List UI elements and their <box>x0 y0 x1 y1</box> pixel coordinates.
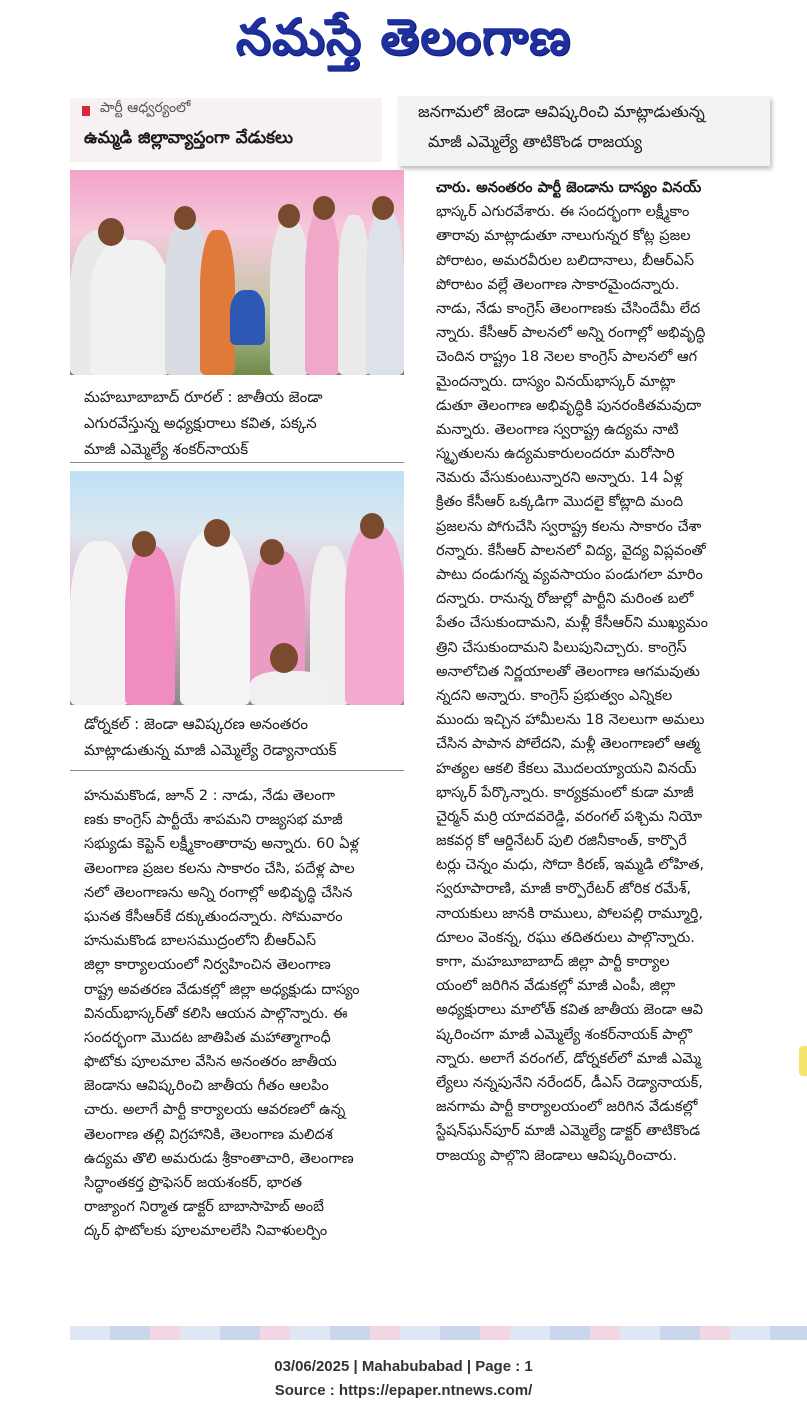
article-line: రాష్ట్ర అవతరణ వేడుకల్లో జిల్లా అధ్యక్షుడు దాస్యం <box>84 981 360 998</box>
article-line: ష్కరించగా మాజీ ఎమ్మెల్యే శంకర్‌నాయక్ పాల్గొ <box>436 1026 693 1043</box>
article-line: అధ్యక్షురాలు మాలోత్ కవిత జాతీయ జెండా ఆవి <box>436 1002 703 1019</box>
newspaper-masthead <box>0 0 807 86</box>
caption-divider <box>70 462 404 463</box>
article-line: చారు. అనంతరం పార్టీ జెండాను దాస్యం వినయ్ <box>436 180 702 196</box>
article-line: జకవర్గ కో ఆర్డినేటర్ పులి రజినీకాంత్, కార్పొరే <box>436 833 687 850</box>
article-line: రన్నారు. కేసీఆర్ పాలనలో విద్య, వైద్య విప్లవంతో <box>436 542 706 559</box>
article-line: మైందన్నారు. దాస్యం వినయ్‌భాస్కర్ మాట్లా <box>436 373 676 390</box>
article-line: స్మృతులను ఉద్యమకారులందరూ మరోసారి <box>436 446 675 463</box>
article-line: చేసిన పాపాన పోలేదని, మళ్లీ తెలంగాణలో ఆత్మ <box>436 736 700 753</box>
headline-left-line1: పార్టీ ఆధ్వర్యంలో <box>100 100 191 116</box>
caption-line: మాట్లాడుతున్న మాజీ ఎమ్మెల్యే రెడ్యానాయక్ <box>84 741 337 759</box>
flag-hoisting-photo <box>70 170 404 375</box>
photo-person <box>200 230 235 375</box>
article-line: పోరాటం వల్లే తెలంగాణ సాకారమైందన్నారు. <box>436 276 680 293</box>
article-line: దూలం వెంకన్న, రఘు తదితరులు పాల్గొన్నారు. <box>436 929 695 946</box>
article-line: త్రిని చేసుకుందామని పిలుపునిచ్చారు. కాంగ్రెస్ <box>436 639 687 656</box>
article-line: జనగామ పార్టీ కార్యాలయంలో జరిగిన వేడుకల్లో <box>436 1099 698 1116</box>
photo-person <box>270 220 310 375</box>
headline-left-line2: ఉమ్మడి జిల్లావ్యాప్తంగా వేడుకలు <box>84 128 293 148</box>
article-line: నెమరు వేసుకుంటున్నారని అన్నారు. 14 ఏళ్ల <box>436 470 683 487</box>
article-line: జెండాను ఆవిష్కరించి జాతీయ గీతం ఆలపిం <box>84 1078 329 1095</box>
article-line: చైర్మన్ మర్రి యాదవరెడ్డి, వరంగల్ పశ్చిమ నియో <box>436 808 702 825</box>
article-line: సిద్ధాంతకర్త ప్రొఫెసర్ జయశంకర్, భారత <box>84 1175 302 1191</box>
article-line: పోరాటం, అమరవీరుల బలిదానాలు, బీఆర్‌ఎస్ <box>436 252 695 269</box>
article-line: న్నారు. కేసీఆర్ పాలనలో అన్ని రంగాల్లో అభివృద్ధి <box>436 325 706 342</box>
masthead-title: నమస్తే తెలంగాణ <box>235 7 572 66</box>
article-line: ప్రజలను పోగుచేసి స్వరాష్ట్ర కలను సాకారం చేశా <box>436 518 702 535</box>
photo-head <box>98 218 124 246</box>
photo-person <box>180 531 250 705</box>
photo-head <box>360 513 384 539</box>
caption-line: ఎగురవేస్తున్న అధ్యక్షురాలు కవిత, పక్కన <box>84 414 317 432</box>
photo-head <box>278 204 300 228</box>
photo-person <box>70 541 130 705</box>
article-line: భాస్కర్ పేర్కొన్నారు. కార్యక్రమంలో కుడా మాజీ <box>436 784 694 801</box>
photo-person <box>305 210 340 375</box>
headline-right-line1: జనగామలో జెండా ఆవిష్కరించి మాట్లాడుతున్న <box>418 102 705 121</box>
article-line: జిల్లా కార్యాలయంలో నిర్వహించిన తెలంగాణ <box>84 957 331 974</box>
article-line: అనాలోచిత నిర్ణయాలతో తెలంగాణ ఆగమవుతు <box>436 663 700 680</box>
article-line: క్రితం కేసీఆర్ ఒక్కడిగా మొదలై కోట్లాది మంది <box>436 494 684 511</box>
photo-head <box>204 519 230 547</box>
article-line: చెందిన రాష్ట్రం 18 నెలల కాంగ్రెస్ పాలనలో ఆగ <box>436 349 698 366</box>
article-line: నాయకులు జానకి రాములు, పోలపల్లి రామ్మూర్తి, <box>436 905 703 922</box>
article-line: భాస్కర్ ఎగురవేశారు. ఈ సందర్భంగా లక్ష్మీకాం <box>436 204 690 221</box>
footer-date-edition: 03/06/2025 | Mahabubabad | Page : 1 <box>274 1358 533 1375</box>
article-line: మన్నారు. తెలంగాణ స్వరాష్ట్ర ఉద్యమ నాటి <box>436 421 679 438</box>
article-line: దన్నారు. రానున్న రోజుల్లో పార్టీని మరింత బలో <box>436 591 694 608</box>
article-line: యంలో జరిగిన వేడుకల్లో మాజీ ఎంపీ, జిల్లా <box>436 978 676 995</box>
article-line: డుతూ తెలంగాణ అభివృద్ధికి పునరంకితమవుదా <box>436 397 702 414</box>
article-line: రాజయ్య పాల్గొని జెండాలు ఆవిష్కరించారు. <box>436 1147 677 1164</box>
photo2-caption <box>84 711 337 763</box>
article-line: ఘనత కేసీఆర్‌కే దక్కుతుందన్నారు. సోమవారం <box>84 908 343 925</box>
article-line: న్నదని అన్నారు. కాంగ్రెస్ ప్రభుత్వం ఎన్నికల <box>436 687 673 704</box>
article-line: ద్కర్ ఫొటోలకు పూలమాలలేసి నివాళులర్పిం <box>84 1223 328 1240</box>
article-line: ల్యేలు నన్నపునేని నరేందర్, డీఎస్ రెడ్యానాయక్, <box>436 1074 703 1091</box>
article-line: చారు. అలాగే పార్టీ కార్యాలయ ఆవరణలో ఉన్న <box>84 1102 346 1119</box>
caption-line: మాజీ ఎమ్మెల్యే శంకర్‌నాయక్ <box>84 440 249 458</box>
article-left-column <box>84 784 396 1244</box>
photo-person <box>366 210 404 375</box>
photo-head <box>132 531 156 557</box>
photo-person <box>125 546 175 705</box>
article-line: స్వరూపారాణి, మాజీ కార్పొరేటర్ జోరిక రమేశ్, <box>436 881 692 898</box>
article-line: తెలంగాణ ప్రజల కలను సాకారం చేసి, పదేళ్ల పాల <box>84 860 355 877</box>
article-line: ణకు కాంగ్రెస్ పార్టీయే శాపమని రాజ్యసభ మాజీ <box>84 812 343 829</box>
photo-person <box>345 526 404 705</box>
article-line: ఫొటోకు పూలమాల వేసిన అనంతరం జాతీయ <box>84 1054 337 1071</box>
article-line: సభ్యుడు కెప్టెన్ లక్ష్మీకాంతారావు అన్నారు. 60 ఏళ్ల <box>84 836 359 853</box>
article-line: సందర్భంగా మొదట జాతిపిత మహాత్మాగాంధీ <box>84 1029 331 1046</box>
photo-head <box>270 643 298 673</box>
photo-head <box>372 196 394 220</box>
article-line: హనుమకొండ బాలసముద్రంలోని బీఆర్‌ఎస్ <box>84 933 317 950</box>
headline-right-line2: మాజీ ఎమ్మెల్యే తాటికొండ రాజయ్య <box>428 132 643 151</box>
edge-mark <box>799 1046 807 1076</box>
article-line: నలో తెలంగాణను అన్ని రంగాల్లో అభివృద్ధి చేసిన <box>84 884 353 901</box>
dornakal-speech-photo <box>70 471 404 705</box>
caption-line: డోర్నకల్ : జెండా ఆవిష్కరణ అనంతరం <box>84 715 308 733</box>
article-line: పేతం చేసుకుందామని, మళ్లీ కేసీఆర్‌ని ముఖ్యమం <box>436 615 708 632</box>
article-line: వినయ్‌భాస్కర్‌తో కలిసి ఆయన పాల్గొన్నారు. ఈ <box>84 1005 348 1022</box>
headline-left-box <box>70 98 382 162</box>
article-line: ముందు ఇచ్చిన హామీలను 18 నెలలుగా అమలు <box>436 712 705 729</box>
article-line: నాడు, నేడు కాంగ్రెస్ తెలంగాణకు చేసిందేమీ లేద <box>436 300 701 317</box>
photo-head <box>313 196 335 220</box>
article-line: హత్యల ఆకలి కేకలు మొదలయ్యాయని వినయ్ <box>436 760 697 777</box>
article-line: కాగా, మహబూబాబాద్ జిల్లా పార్టీ కార్యాల <box>436 954 670 970</box>
photo-person <box>250 671 330 705</box>
footer-source: Source : https://epaper.ntnews.com/ <box>274 1382 533 1399</box>
headline-bullet <box>82 106 90 116</box>
article-line: రాజ్యాంగ నిర్మాత డాక్టర్ బాబాసాహెబ్ అంబే <box>84 1199 325 1216</box>
photo1-caption <box>84 384 323 462</box>
article-right-column <box>436 176 770 1168</box>
caption-divider <box>70 770 404 771</box>
bottom-image-strip <box>70 1326 807 1340</box>
article-line: హనుమకొండ, జూన్ 2 : నాడు, నేడు తెలంగా <box>84 788 335 804</box>
article-line: స్టేషన్‌ఘన్‌పూర్ మాజీ ఎమ్మెల్యే డాక్టర్ తాటికొండ <box>436 1123 701 1140</box>
caption-line: మహబూబాబాద్ రూరల్ : జాతీయ జెండా <box>84 388 323 406</box>
photo-head <box>260 539 284 565</box>
article-line: టర్లు చెన్నం మధు, సోదా కిరణ్, ఇమ్మడి లోహిత, <box>436 857 705 874</box>
article-line: తెలంగాణ తల్లి విగ్రహానికి, తెలంగాణ మలిదశ <box>84 1126 333 1143</box>
article-line: ఉద్యమ తొలి అమరుడు శ్రీకాంతాచారి, తెలంగాణ <box>84 1150 354 1167</box>
photo-head <box>174 206 196 230</box>
headline-right-box <box>398 96 770 166</box>
article-line: పాటు దండుగన్న వ్యవసాయం పండుగలా మారిం <box>436 567 703 583</box>
photo-chair <box>230 290 265 345</box>
article-line: న్నారు. అలాగే వరంగల్, డోర్నకల్‌లో మాజీ ఎమ్మె <box>436 1050 701 1067</box>
article-line: తారావు మాట్లాడుతూ నాలుగున్నర కోట్ల ప్రజల <box>436 228 691 245</box>
photo-person <box>90 240 170 375</box>
